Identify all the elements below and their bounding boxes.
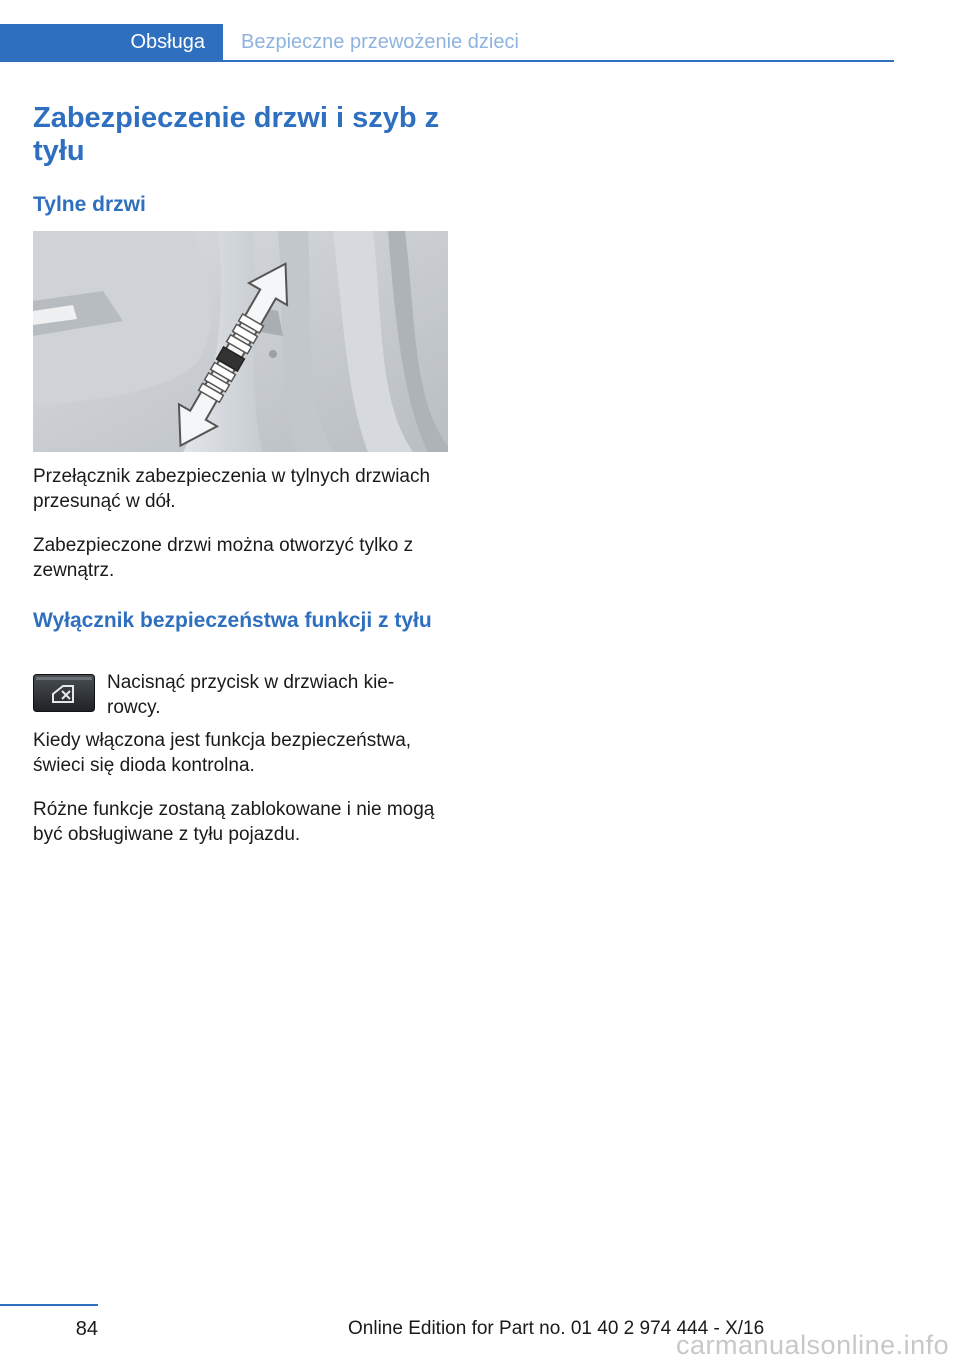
page-number: 84 <box>75 1318 98 1340</box>
header-chapter-label: Bezpieczne przewożenie dzieci <box>241 30 519 53</box>
window-lock-button-icon <box>33 674 95 712</box>
watermark: carmanualsonline.info <box>676 1330 950 1360</box>
safety-switch-paragraph-1: Nacisnąć przycisk w drzwiach kie-rowcy. <box>107 672 395 718</box>
rear-door-child-lock-illustration <box>33 231 448 452</box>
safety-switch-paragraph-2: Kiedy włączona jest funkcja bezpieczeństwa, świeci się dioda kontrolna. <box>33 730 412 776</box>
safety-switch-paragraph-3: Różne funkcje zostaną zablokowane i nie mogą być obsługiwane z tyłu pojazdu. <box>33 799 435 845</box>
header-chapter-tab[interactable] <box>241 24 519 60</box>
safety-switch-heading: Wyłącznik bezpieczeństwa funkcji z tyłu <box>33 609 432 632</box>
header-section-label: Obsługa <box>130 30 205 53</box>
rear-doors-paragraph-1: Przełącznik zabezpieczenia w tylnych drzwiach przesunąć w dół. <box>33 466 431 512</box>
header-section-tab[interactable] <box>0 24 223 60</box>
page-title: Zabezpieczenie drzwi i szyb z tyłu <box>33 102 440 167</box>
rear-doors-heading: Tylne drzwi <box>33 193 146 216</box>
edition-info: Online Edition for Part no. 01 40 2 974 444 - X/16 <box>348 1318 765 1339</box>
header-bar <box>0 24 894 62</box>
rear-doors-paragraph-2: Zabezpieczone drzwi można otworzyć tylko z zewnątrz. <box>33 535 414 581</box>
footer-divider <box>0 1304 98 1306</box>
